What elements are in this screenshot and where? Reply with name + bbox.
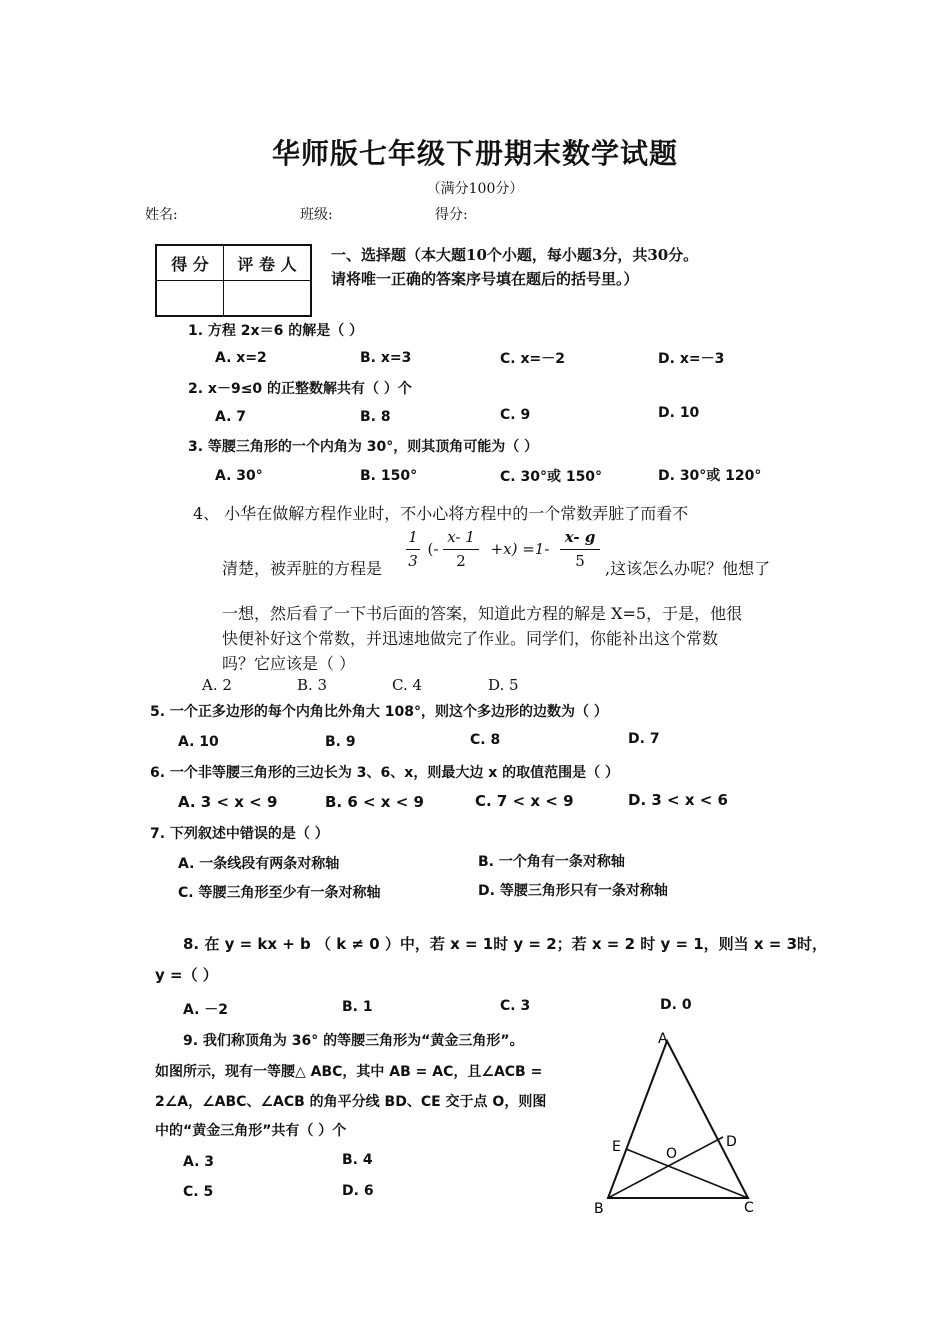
q3-option-b: B. 150° — [360, 468, 418, 484]
eq-denominator-2: 2 — [456, 552, 466, 570]
q4-line3: 一想，然后看了一下书后面的答案，知道此方程的解是 X=5，于是，他很 — [222, 604, 743, 623]
q8-line2: y =（ ） — [155, 966, 218, 984]
q5-option-d: D. 7 — [628, 731, 660, 747]
score-header: 得 分 — [156, 245, 224, 281]
q1-option-c: C. x=－2 — [500, 351, 565, 367]
q6-stem: 6. 一个非等腰三角形的三边长为 3、6、x，则最大边 x 的取值范围是（ ） — [150, 765, 619, 781]
q2-option-d: D. 10 — [658, 405, 700, 421]
q3-option-c: C. 30°或 150° — [500, 469, 603, 485]
q4-option-d: D. 5 — [488, 676, 519, 694]
q4-option-b: B. 3 — [297, 676, 328, 694]
q8-option-d: D. 0 — [660, 997, 692, 1013]
q2-option-b: B. 8 — [360, 409, 391, 425]
q8-option-a: A. －2 — [183, 1002, 229, 1018]
point-b-label: B — [594, 1201, 604, 1215]
q4-line2-start: 清楚，被弄脏的方程是 — [222, 559, 383, 578]
q7-stem: 7. 下列叙述中错误的是（ ） — [150, 826, 329, 842]
q4-option-a: A. 2 — [202, 676, 232, 694]
eq-numerator-1: 1 — [408, 528, 418, 546]
name-label: 姓名: — [145, 207, 178, 223]
q7-option-d: D. 等腰三角形只有一条对称轴 — [478, 883, 668, 899]
score-table — [155, 244, 312, 317]
q7-option-a: A. 一条线段有两条对称轴 — [178, 856, 340, 872]
q4-line1: 4、 小华在做解方程作业时，不小心将方程中的一个常数弄脏了而看不 — [193, 504, 689, 523]
point-c-label: C — [744, 1200, 754, 1215]
score-label: 得分: — [435, 207, 468, 223]
q3-stem: 3. 等腰三角形的一个内角为 30°，则其顶角可能为（ ） — [188, 439, 539, 455]
point-o-label: O — [666, 1146, 678, 1162]
q9-option-a: A. 3 — [183, 1154, 215, 1170]
q1-option-b: B. x=3 — [360, 350, 412, 366]
triangle-figure — [590, 1025, 770, 1215]
eq-numerator-3: x- g — [564, 528, 596, 546]
eq-fraction-bar-3 — [560, 549, 600, 550]
class-label: 班级: — [300, 207, 333, 223]
section1-heading: 一、选择题（本大题10个小题，每小题3分，共30分。 — [331, 246, 699, 264]
q1-stem: 1. 方程 2x＝6 的解是（ ） — [188, 323, 364, 339]
eq-numerator-2: x- 1 — [447, 528, 475, 546]
q9-option-d: D. 6 — [342, 1183, 374, 1199]
eq-fraction-bar-2 — [443, 549, 479, 550]
q4-option-c: C. 4 — [392, 676, 423, 694]
q2-stem: 2. x－9≤0 的正整数解共有（ ）个 — [188, 381, 412, 397]
q6-option-b: B. 6 < x < 9 — [325, 793, 424, 811]
eq-denominator-1: 3 — [408, 552, 418, 570]
q5-stem: 5. 一个正多边形的每个内角比外角大 108°，则这个多边形的边数为（ ） — [150, 704, 608, 720]
page-subtitle: （满分100分） — [426, 181, 524, 197]
q1-option-d: D. x=－3 — [658, 351, 725, 367]
section1-instructions: 请将唯一正确的答案序号填在题后的括号里。） — [331, 270, 639, 288]
point-e-label: E — [612, 1139, 621, 1155]
q6-option-a: A. 3 < x < 9 — [178, 793, 278, 811]
page-title: 华师版七年级下册期末数学试题 — [271, 137, 678, 170]
q9-line4: 中的“黄金三角形”共有（ ）个 — [155, 1123, 347, 1139]
q8-option-b: B. 1 — [342, 999, 373, 1015]
q8-option-c: C. 3 — [500, 998, 531, 1014]
triangle-abc — [608, 1041, 748, 1198]
q2-option-a: A. 7 — [215, 409, 247, 425]
q9-line3: 2∠A，∠ABC、∠ACB 的角平分线 BD、CE 交于点 O，则图 — [155, 1094, 547, 1110]
q5-option-b: B. 9 — [325, 734, 356, 750]
q7-option-c: C. 等腰三角形至少有一条对称轴 — [178, 885, 381, 901]
eq-fraction-bar-1 — [406, 549, 420, 550]
q4-line5: 吗？它应该是（ ） — [222, 654, 356, 673]
q8-stem: 8. 在 y = kx + b （ k ≠ 0 ）中，若 x = 1时 y = 2；若 x = 2 时 y = 1，则当 x = 3时， — [183, 935, 828, 953]
eq-middle: +x) =1- — [490, 540, 550, 558]
q6-option-c: C. 7 < x < 9 — [475, 792, 574, 810]
q9-option-c: C. 5 — [183, 1184, 214, 1200]
eq-open-paren: (- — [427, 540, 439, 558]
point-a-label: A — [658, 1031, 668, 1047]
q4-line4: 快便补好这个常数，并迅速地做完了作业。同学们，你能补出这个常数 — [222, 629, 719, 648]
q9-line2: 如图所示，现有一等腰△ ABC，其中 AB = AC，且∠ACB = — [155, 1064, 543, 1080]
score-cell — [156, 281, 224, 317]
q4-line2-end: ,这该怎么办呢？他想了 — [605, 559, 771, 578]
q9-line1: 9. 我们称顶角为 36° 的等腰三角形为“黄金三角形”。 — [183, 1033, 524, 1049]
q7-option-b: B. 一个角有一条对称轴 — [478, 854, 625, 870]
q1-option-a: A. x=2 — [215, 350, 267, 366]
eq-denominator-3: 5 — [575, 552, 585, 570]
q6-option-d: D. 3 < x < 6 — [628, 791, 728, 809]
q3-option-a: A. 30° — [215, 468, 263, 484]
q2-option-c: C. 9 — [500, 407, 531, 423]
q9-option-b: B. 4 — [342, 1152, 373, 1168]
grader-header: 评 卷 人 — [224, 245, 312, 281]
q3-option-d: D. 30°或 120° — [658, 468, 762, 484]
q5-option-a: A. 10 — [178, 734, 219, 750]
point-d-label: D — [726, 1134, 737, 1150]
q5-option-c: C. 8 — [470, 732, 501, 748]
grader-cell — [224, 281, 312, 317]
